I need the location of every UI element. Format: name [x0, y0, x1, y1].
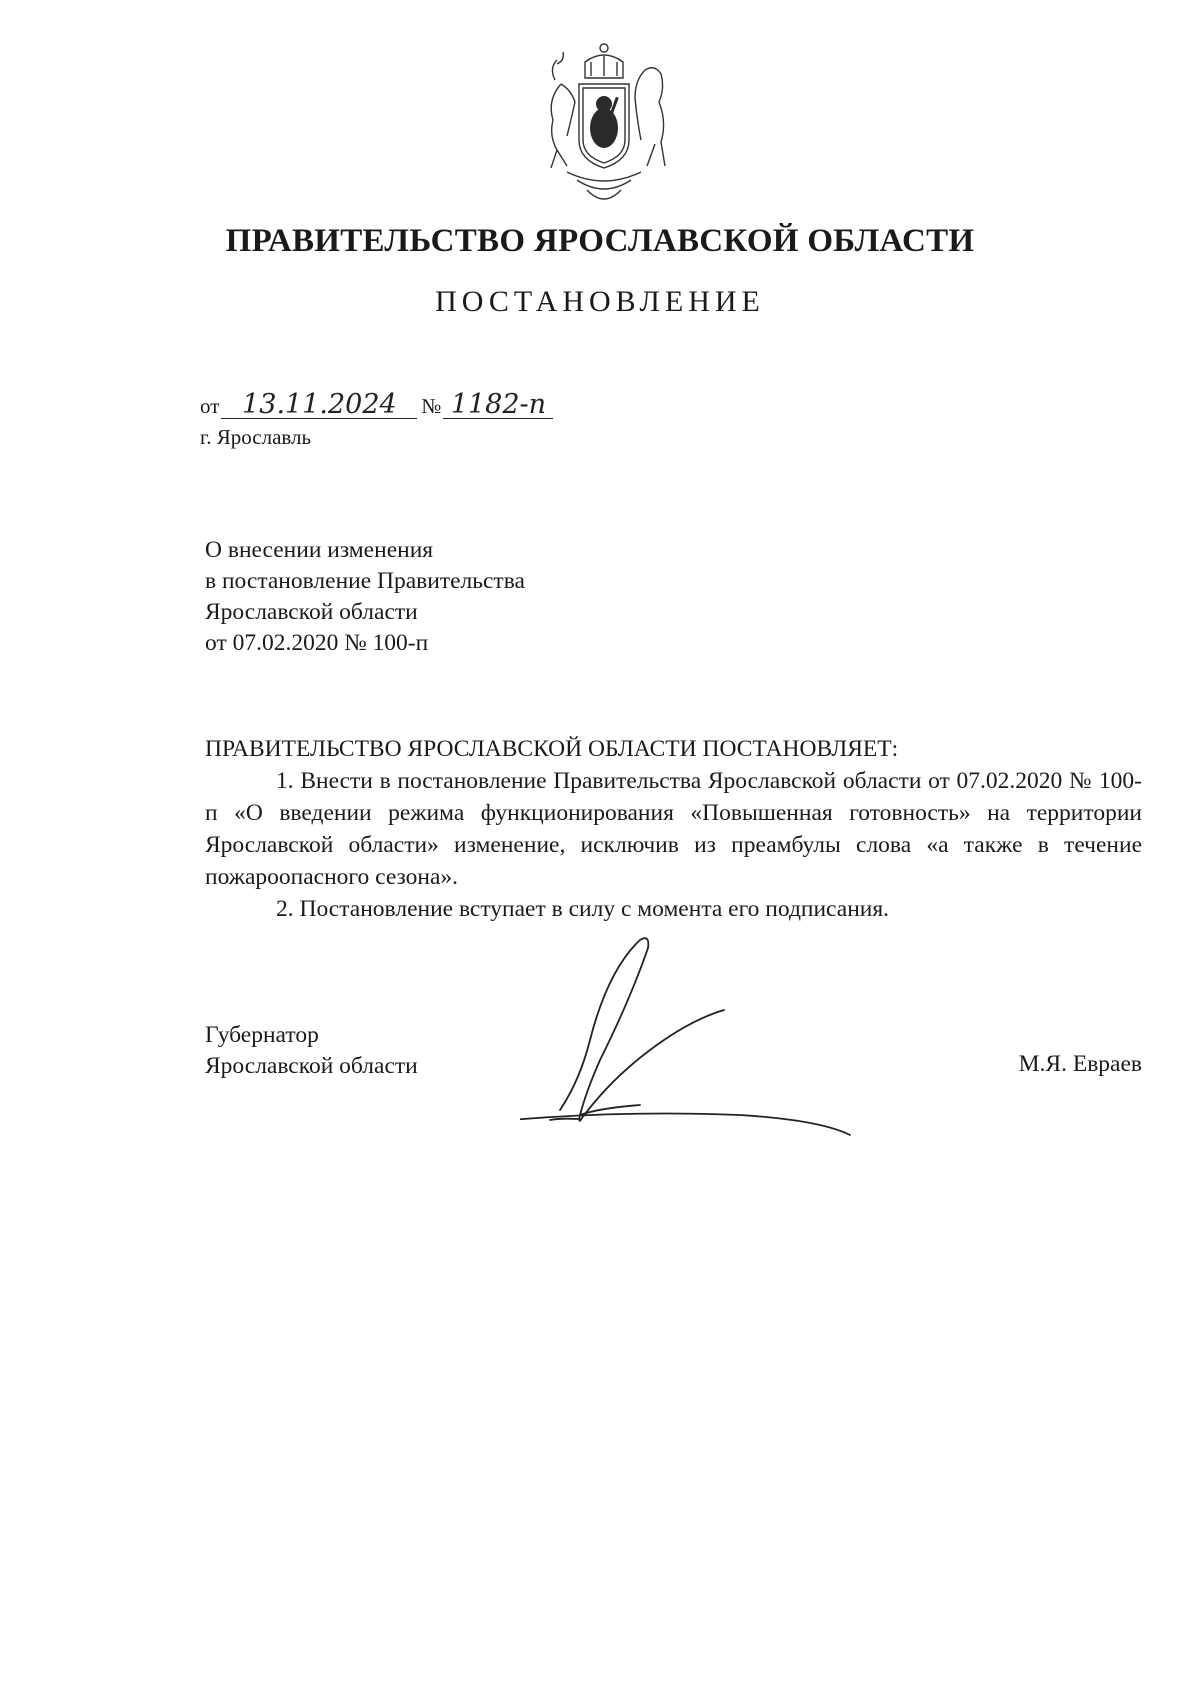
document-subject [205, 535, 525, 659]
number-prefix: № [421, 394, 442, 418]
signatory-position [205, 1020, 418, 1082]
handwritten-date: 13.11.2024 [221, 392, 417, 419]
handwritten-signature-icon [520, 930, 940, 1145]
handwritten-number: 1182-п [443, 392, 553, 419]
resolution-item-1: 1. Внести в постановление Правительства Ярославской области от 07.02.2020 № 100-п «О введении режима функционирования «Повышенная готовность» на территории Ярославской области» изменение, исключив из преамбулы слова «а также в течение пожароопасного сезона». [205, 768, 1142, 890]
signatory-name: М.Я. Евраев [1018, 1051, 1142, 1077]
subject-line: О внесении изменения [205, 537, 434, 563]
date-prefix: от [200, 394, 220, 418]
subject-line: от 07.02.2020 № 100-п [205, 630, 429, 656]
registration-line [200, 389, 553, 420]
document-type-heading: ПОСТАНОВЛЕНИЕ [435, 285, 765, 318]
preamble: ПРАВИТЕЛЬСТВО ЯРОСЛАВСКОЙ ОБЛАСТИ ПОСТАНОВЛЯЕТ: [205, 736, 899, 762]
subject-line: Ярославской области [205, 599, 418, 625]
organization-title: ПРАВИТЕЛЬСТВО ЯРОСЛАВСКОЙ ОБЛАСТИ [225, 223, 975, 259]
coat-of-arms-icon [527, 40, 681, 210]
resolution-item-2: 2. Постановление вступает в силу с момента его подписания. [276, 896, 890, 922]
resolution-body [205, 733, 1142, 925]
city-label: г. Ярославль [200, 425, 312, 449]
position-line: Ярославской области [205, 1053, 418, 1079]
position-line: Губернатор [205, 1022, 319, 1048]
subject-line: в постановление Правительства [205, 568, 525, 594]
